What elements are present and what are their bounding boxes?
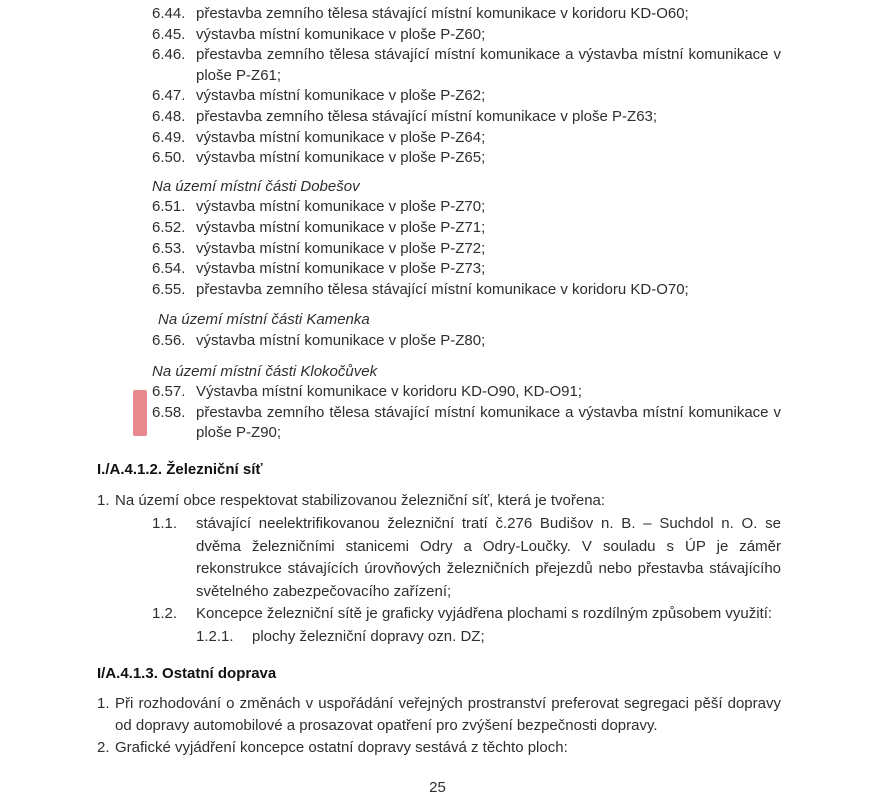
item-text: Grafické vyjádření koncepce ostatní dopravy sestává z těchto ploch: <box>115 738 568 756</box>
subheading-dobesov: Na území místní části Dobešov <box>152 177 360 195</box>
item-text: stávající neelektrifikovanou železniční tratí č.276 Budišov n. B. – Suchdol n. O. se dvěma železničními stanicemi Odry a Odry-Loučky. V souladu s ÚP je záměr rekonstrukce stávajících úrovňových železničních přejezdů nebo přestavba stávajícího světelného zabezpečovacího zařízení; <box>196 515 781 600</box>
section-heading-railway: I./A.4.1.2. Železniční síť <box>97 460 263 478</box>
item-text: výstavba místní komunikace v ploše P-Z62; <box>196 87 486 105</box>
section-heading-other-transport: I/A.4.1.3. Ostatní doprava <box>97 664 277 682</box>
railway-item-1 <box>97 491 781 512</box>
item-text: výstavba místní komunikace v ploše P-Z73; <box>196 260 486 278</box>
list-item <box>152 259 781 280</box>
item-number: 6.45. <box>152 25 186 43</box>
subheading-kamenka: Na území místní části Kamenka <box>158 311 370 329</box>
item-number: 6.56. <box>152 331 186 349</box>
item-text: výstavba místní komunikace v ploše P-Z65; <box>196 149 486 167</box>
list-item <box>152 331 781 352</box>
list-item <box>152 4 781 25</box>
item-number: 6.55. <box>152 280 186 298</box>
item-text: výstavba místní komunikace v ploše P-Z80; <box>196 331 486 349</box>
item-text: přestavba zemního tělesa stávající místní komunikace v koridoru KD-O60; <box>196 5 689 22</box>
item-number: 6.46. <box>152 46 186 64</box>
subheading-klokocuvek: Na území místní části Klokočůvek <box>152 362 378 380</box>
item-text: plochy železniční dopravy ozn. DZ; <box>252 627 485 645</box>
list-item <box>152 148 781 169</box>
road-list-kamenka <box>152 331 781 352</box>
item-number: 6.58. <box>152 403 186 421</box>
item-number: 1. <box>97 694 110 712</box>
item-number: 6.49. <box>152 128 186 146</box>
railway-sub-sub-item <box>196 626 781 648</box>
item-text: přestavba zemního tělesa stávající místní komunikace a výstavba místní komunikace v ploše P-Z61; <box>196 46 781 84</box>
list-item <box>97 737 781 759</box>
item-number: 6.57. <box>152 383 186 401</box>
railway-sub-list <box>152 513 781 625</box>
item-number: 6.51. <box>152 198 186 216</box>
list-item <box>152 218 781 239</box>
list-item <box>152 86 781 107</box>
item-number: 2. <box>97 738 110 756</box>
item-number: 1.2.1. <box>196 627 234 645</box>
list-item <box>152 513 781 603</box>
item-number: 6.44. <box>152 5 186 22</box>
item-text: výstavba místní komunikace v ploše P-Z60; <box>196 25 486 43</box>
item-number: 6.53. <box>152 239 186 257</box>
list-item <box>152 107 781 128</box>
other-transport-items <box>0 693 875 759</box>
item-number: 1.1. <box>152 515 178 533</box>
item-text: výstavba místní komunikace v ploše P-Z64; <box>196 128 486 146</box>
item-text: Na území obce respektovat stabilizovanou železniční síť, která je tvořena: <box>115 491 606 509</box>
list-item <box>152 45 781 86</box>
item-number: 6.47. <box>152 87 186 105</box>
road-list-dobesov <box>152 197 781 300</box>
item-text: přestavba zemního tělesa stávající místní komunikace v ploše P-Z63; <box>196 107 658 125</box>
list-item <box>152 603 781 625</box>
item-number: 6.52. <box>152 218 186 236</box>
item-text: přestavba zemního tělesa stávající místní komunikace a výstavba místní komunikace v ploše P-Z90; <box>196 403 781 442</box>
item-number: 1. <box>97 491 110 509</box>
item-text: výstavba místní komunikace v ploše P-Z70; <box>196 198 486 216</box>
item-text: Při rozhodování o změnách v uspořádání veřejných prostranství preferovat segregaci pěší dopravy od dopravy automobilové a prosazovat opatření pro zvýšení bezpečnosti dopravy. <box>115 694 781 734</box>
list-item <box>152 197 781 218</box>
item-text: výstavba místní komunikace v ploše P-Z72; <box>196 239 486 257</box>
list-item <box>152 403 781 444</box>
annotation-highlight-bar <box>133 390 147 436</box>
list-item <box>97 693 781 737</box>
item-number: 6.50. <box>152 149 186 167</box>
road-list-top <box>152 4 781 169</box>
list-item <box>152 280 781 301</box>
item-number: 6.48. <box>152 107 186 125</box>
item-text: přestavba zemního tělesa stávající místní komunikace v koridoru KD-O70; <box>196 280 689 298</box>
item-text: Výstavba místní komunikace v koridoru KD-O90, KD-O91; <box>196 383 582 401</box>
item-number: 1.2. <box>152 605 178 623</box>
list-item <box>152 382 781 403</box>
road-list-klokocuvek <box>152 382 781 444</box>
list-item <box>152 128 781 149</box>
item-text: výstavba místní komunikace v ploše P-Z71; <box>196 218 486 236</box>
item-number: 6.54. <box>152 260 186 278</box>
item-text: Koncepce železniční sítě je graficky vyjádřena plochami s rozdílným způsobem využití: <box>196 605 773 623</box>
list-item <box>152 25 781 46</box>
page-number: 25 <box>429 779 446 796</box>
list-item <box>152 239 781 260</box>
